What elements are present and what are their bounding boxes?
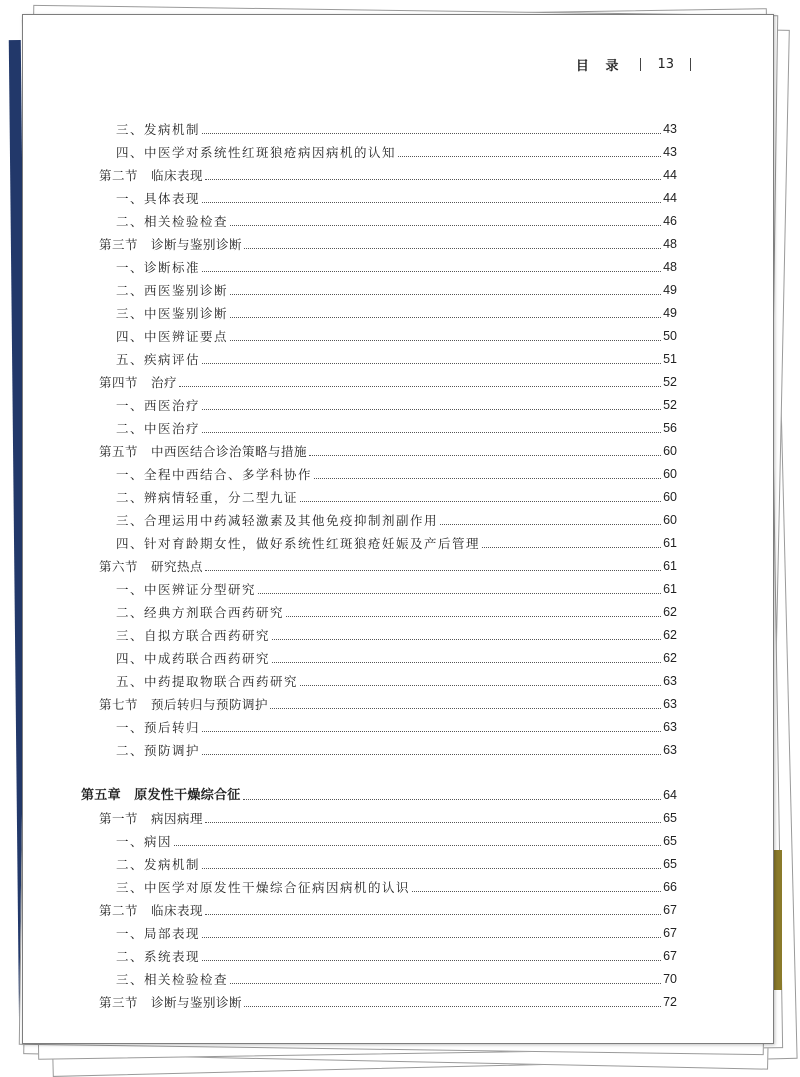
dot-leader (174, 845, 661, 846)
toc-entry-title: 二、中医治疗 (116, 421, 201, 436)
dot-leader (230, 225, 661, 226)
toc-page-number: 48 (663, 260, 677, 274)
toc-page-number: 48 (663, 237, 677, 251)
toc-entry-title: 三、合理运用中药减轻激素及其他免疫抑制剂副作用 (116, 513, 439, 528)
toc-item-row[interactable] (81, 253, 677, 276)
dot-leader (230, 294, 661, 295)
toc-entry-title: 第三节 诊断与鉴别诊断 (99, 237, 243, 252)
toc-entry-title: 五、疾病评估 (116, 352, 201, 367)
toc-page-number: 43 (663, 145, 677, 159)
toc-page-number: 62 (663, 605, 677, 619)
dot-leader (179, 386, 661, 387)
toc-item-row[interactable] (81, 184, 677, 207)
toc-page-number: 49 (663, 283, 677, 297)
dot-leader (300, 501, 661, 502)
toc-page-number: 62 (663, 628, 677, 642)
toc-entry-title: 二、发病机制 (116, 857, 201, 872)
toc-section-row[interactable] (81, 437, 677, 460)
dot-leader (412, 891, 661, 892)
toc-page-number: 63 (663, 674, 677, 688)
dot-leader (398, 156, 661, 157)
toc-chapter-row[interactable] (81, 781, 677, 804)
toc-page-number: 67 (663, 903, 677, 917)
toc-entry-title: 三、中医学对原发性干燥综合征病因病机的认识 (116, 880, 411, 895)
toc-item-row[interactable] (81, 207, 677, 230)
toc-page-number: 72 (663, 995, 677, 1009)
toc-entry-title: 四、针对育龄期女性，做好系统性红斑狼疮妊娠及产后管理 (116, 536, 481, 551)
toc-item-row[interactable] (81, 299, 677, 322)
toc-page-number: 56 (663, 421, 677, 435)
dot-leader (272, 662, 661, 663)
toc-entry-title: 第六节 研究热点 (99, 559, 204, 574)
dot-leader (244, 248, 661, 249)
toc-entry-title: 第四节 治疗 (99, 375, 178, 390)
dot-leader (202, 754, 661, 755)
toc-page-number: 62 (663, 651, 677, 665)
toc-page-number: 52 (663, 375, 677, 389)
dot-leader (270, 708, 661, 709)
toc-item-row[interactable] (81, 942, 677, 965)
toc-entry-title: 一、具体表现 (116, 191, 201, 206)
toc-item-row[interactable] (81, 460, 677, 483)
toc-entry-title: 三、自拟方联合西药研究 (116, 628, 271, 643)
table-of-contents (81, 115, 677, 1011)
toc-section-row[interactable] (81, 804, 677, 827)
dot-leader (202, 409, 661, 410)
toc-page-number: 67 (663, 926, 677, 940)
header-separator (690, 58, 691, 71)
toc-item-row[interactable] (81, 529, 677, 552)
toc-page-number: 65 (663, 811, 677, 825)
toc-item-row[interactable] (81, 850, 677, 873)
dot-leader (314, 478, 661, 479)
dot-leader (202, 731, 661, 732)
toc-entry-title: 一、西医治疗 (116, 398, 201, 413)
toc-entry-title: 第二节 临床表现 (99, 903, 204, 918)
toc-item-row[interactable] (81, 621, 677, 644)
toc-entry-title: 四、中成药联合西药研究 (116, 651, 271, 666)
toc-item-row[interactable] (81, 391, 677, 414)
dot-leader (286, 616, 661, 617)
dot-leader (482, 547, 661, 548)
dot-leader (230, 317, 661, 318)
dot-leader (205, 179, 661, 180)
toc-item-row[interactable] (81, 667, 677, 690)
toc-page-number: 65 (663, 857, 677, 871)
toc-item-row[interactable] (81, 575, 677, 598)
toc-page-number: 67 (663, 949, 677, 963)
toc-entry-title: 二、相关检验检查 (116, 214, 229, 229)
dot-leader (300, 685, 661, 686)
header-separator (640, 58, 641, 71)
toc-section-row[interactable] (81, 552, 677, 575)
toc-entry-title: 二、西医鉴别诊断 (116, 283, 229, 298)
toc-item-row[interactable] (81, 713, 677, 736)
toc-item-row[interactable] (81, 414, 677, 437)
page-header (576, 55, 707, 74)
toc-entry-title: 三、相关检验检查 (116, 972, 229, 987)
header-page-number: 13 (657, 57, 674, 72)
toc-entry-title: 第五章 原发性干燥综合征 (81, 788, 241, 803)
dot-leader (244, 1006, 661, 1007)
toc-page-number: 60 (663, 444, 677, 458)
toc-page-number: 50 (663, 329, 677, 343)
dot-leader (202, 960, 661, 961)
toc-item-row[interactable] (81, 736, 677, 759)
toc-entry-title: 第七节 预后转归与预防调护 (99, 697, 269, 712)
toc-section-row[interactable] (81, 230, 677, 253)
toc-entry-title: 二、系统表现 (116, 949, 201, 964)
dot-leader (272, 639, 661, 640)
dot-leader (230, 983, 661, 984)
dot-leader (205, 914, 661, 915)
toc-entry-title: 一、诊断标准 (116, 260, 201, 275)
toc-entry-title: 一、预后转归 (116, 720, 201, 735)
toc-page-number: 60 (663, 513, 677, 527)
toc-page-number: 65 (663, 834, 677, 848)
dot-leader (202, 937, 661, 938)
toc-page-number: 46 (663, 214, 677, 228)
toc-page-number: 60 (663, 490, 677, 504)
toc-entry-title: 四、中医辨证要点 (116, 329, 229, 344)
toc-entry-title: 第二节 临床表现 (99, 168, 204, 183)
dot-leader (202, 133, 661, 134)
header-title: 目 录 (575, 59, 625, 74)
toc-entry-title: 三、中医鉴别诊断 (116, 306, 229, 321)
toc-item-row[interactable] (81, 873, 677, 896)
toc-page-number: 63 (663, 743, 677, 757)
toc-entry-title: 四、中医学对系统性红斑狼疮病因病机的认知 (116, 145, 397, 160)
toc-item-row[interactable] (81, 965, 677, 988)
toc-page-number: 66 (663, 880, 677, 894)
toc-section-row[interactable] (81, 988, 677, 1011)
toc-page-number: 60 (663, 467, 677, 481)
toc-item-row[interactable] (81, 276, 677, 299)
toc-entry-title: 二、预防调护 (116, 743, 201, 758)
toc-item-row[interactable] (81, 483, 677, 506)
dot-leader (202, 432, 661, 433)
toc-item-row[interactable] (81, 827, 677, 850)
dot-leader (202, 271, 661, 272)
toc-page-number: 63 (663, 720, 677, 734)
toc-page-number: 44 (663, 168, 677, 182)
toc-section-row[interactable] (81, 896, 677, 919)
toc-section-row[interactable] (81, 161, 677, 184)
dot-leader (258, 593, 661, 594)
toc-item-row[interactable] (81, 598, 677, 621)
toc-entry-title: 一、局部表现 (116, 926, 201, 941)
toc-page-number: 61 (663, 559, 677, 573)
toc-item-row[interactable] (81, 138, 677, 161)
toc-page-number: 51 (663, 352, 677, 366)
toc-page-number: 61 (663, 582, 677, 596)
toc-item-row[interactable] (81, 345, 677, 368)
toc-section-row[interactable] (81, 690, 677, 713)
toc-page-number: 43 (663, 122, 677, 136)
document-page (22, 14, 774, 1044)
dot-leader (243, 799, 661, 800)
toc-page-number: 63 (663, 697, 677, 711)
toc-page-number: 70 (663, 972, 677, 986)
toc-entry-title: 一、中医辨证分型研究 (116, 582, 257, 597)
toc-item-row[interactable] (81, 322, 677, 345)
toc-entry-title: 二、经典方剂联合西药研究 (116, 605, 285, 620)
toc-item-row[interactable] (81, 115, 677, 138)
toc-entry-title: 第五节 中西医结合诊治策略与措施 (99, 444, 308, 459)
dot-leader (202, 202, 661, 203)
dot-leader (202, 363, 661, 364)
toc-item-row[interactable] (81, 644, 677, 667)
dot-leader (205, 570, 661, 571)
dot-leader (202, 868, 661, 869)
toc-entry-title: 第三节 诊断与鉴别诊断 (99, 995, 243, 1010)
dot-leader (309, 455, 661, 456)
toc-page-number: 61 (663, 536, 677, 550)
toc-page-number: 64 (663, 788, 677, 802)
toc-entry-title: 五、中药提取物联合西药研究 (116, 674, 299, 689)
toc-entry-title: 二、辨病情轻重，分二型九证 (116, 490, 299, 505)
toc-entry-title: 一、全程中西结合、多学科协作 (116, 467, 313, 482)
toc-page-number: 44 (663, 191, 677, 205)
toc-section-row[interactable] (81, 368, 677, 391)
toc-page-number: 52 (663, 398, 677, 412)
dot-leader (205, 822, 661, 823)
toc-entry-title: 第一节 病因病理 (99, 811, 204, 826)
toc-item-row[interactable] (81, 919, 677, 942)
toc-entry-title: 一、病因 (116, 834, 173, 849)
dot-leader (230, 340, 661, 341)
toc-entry-title: 三、发病机制 (116, 122, 201, 137)
toc-item-row[interactable] (81, 506, 677, 529)
toc-page-number: 49 (663, 306, 677, 320)
dot-leader (440, 524, 661, 525)
